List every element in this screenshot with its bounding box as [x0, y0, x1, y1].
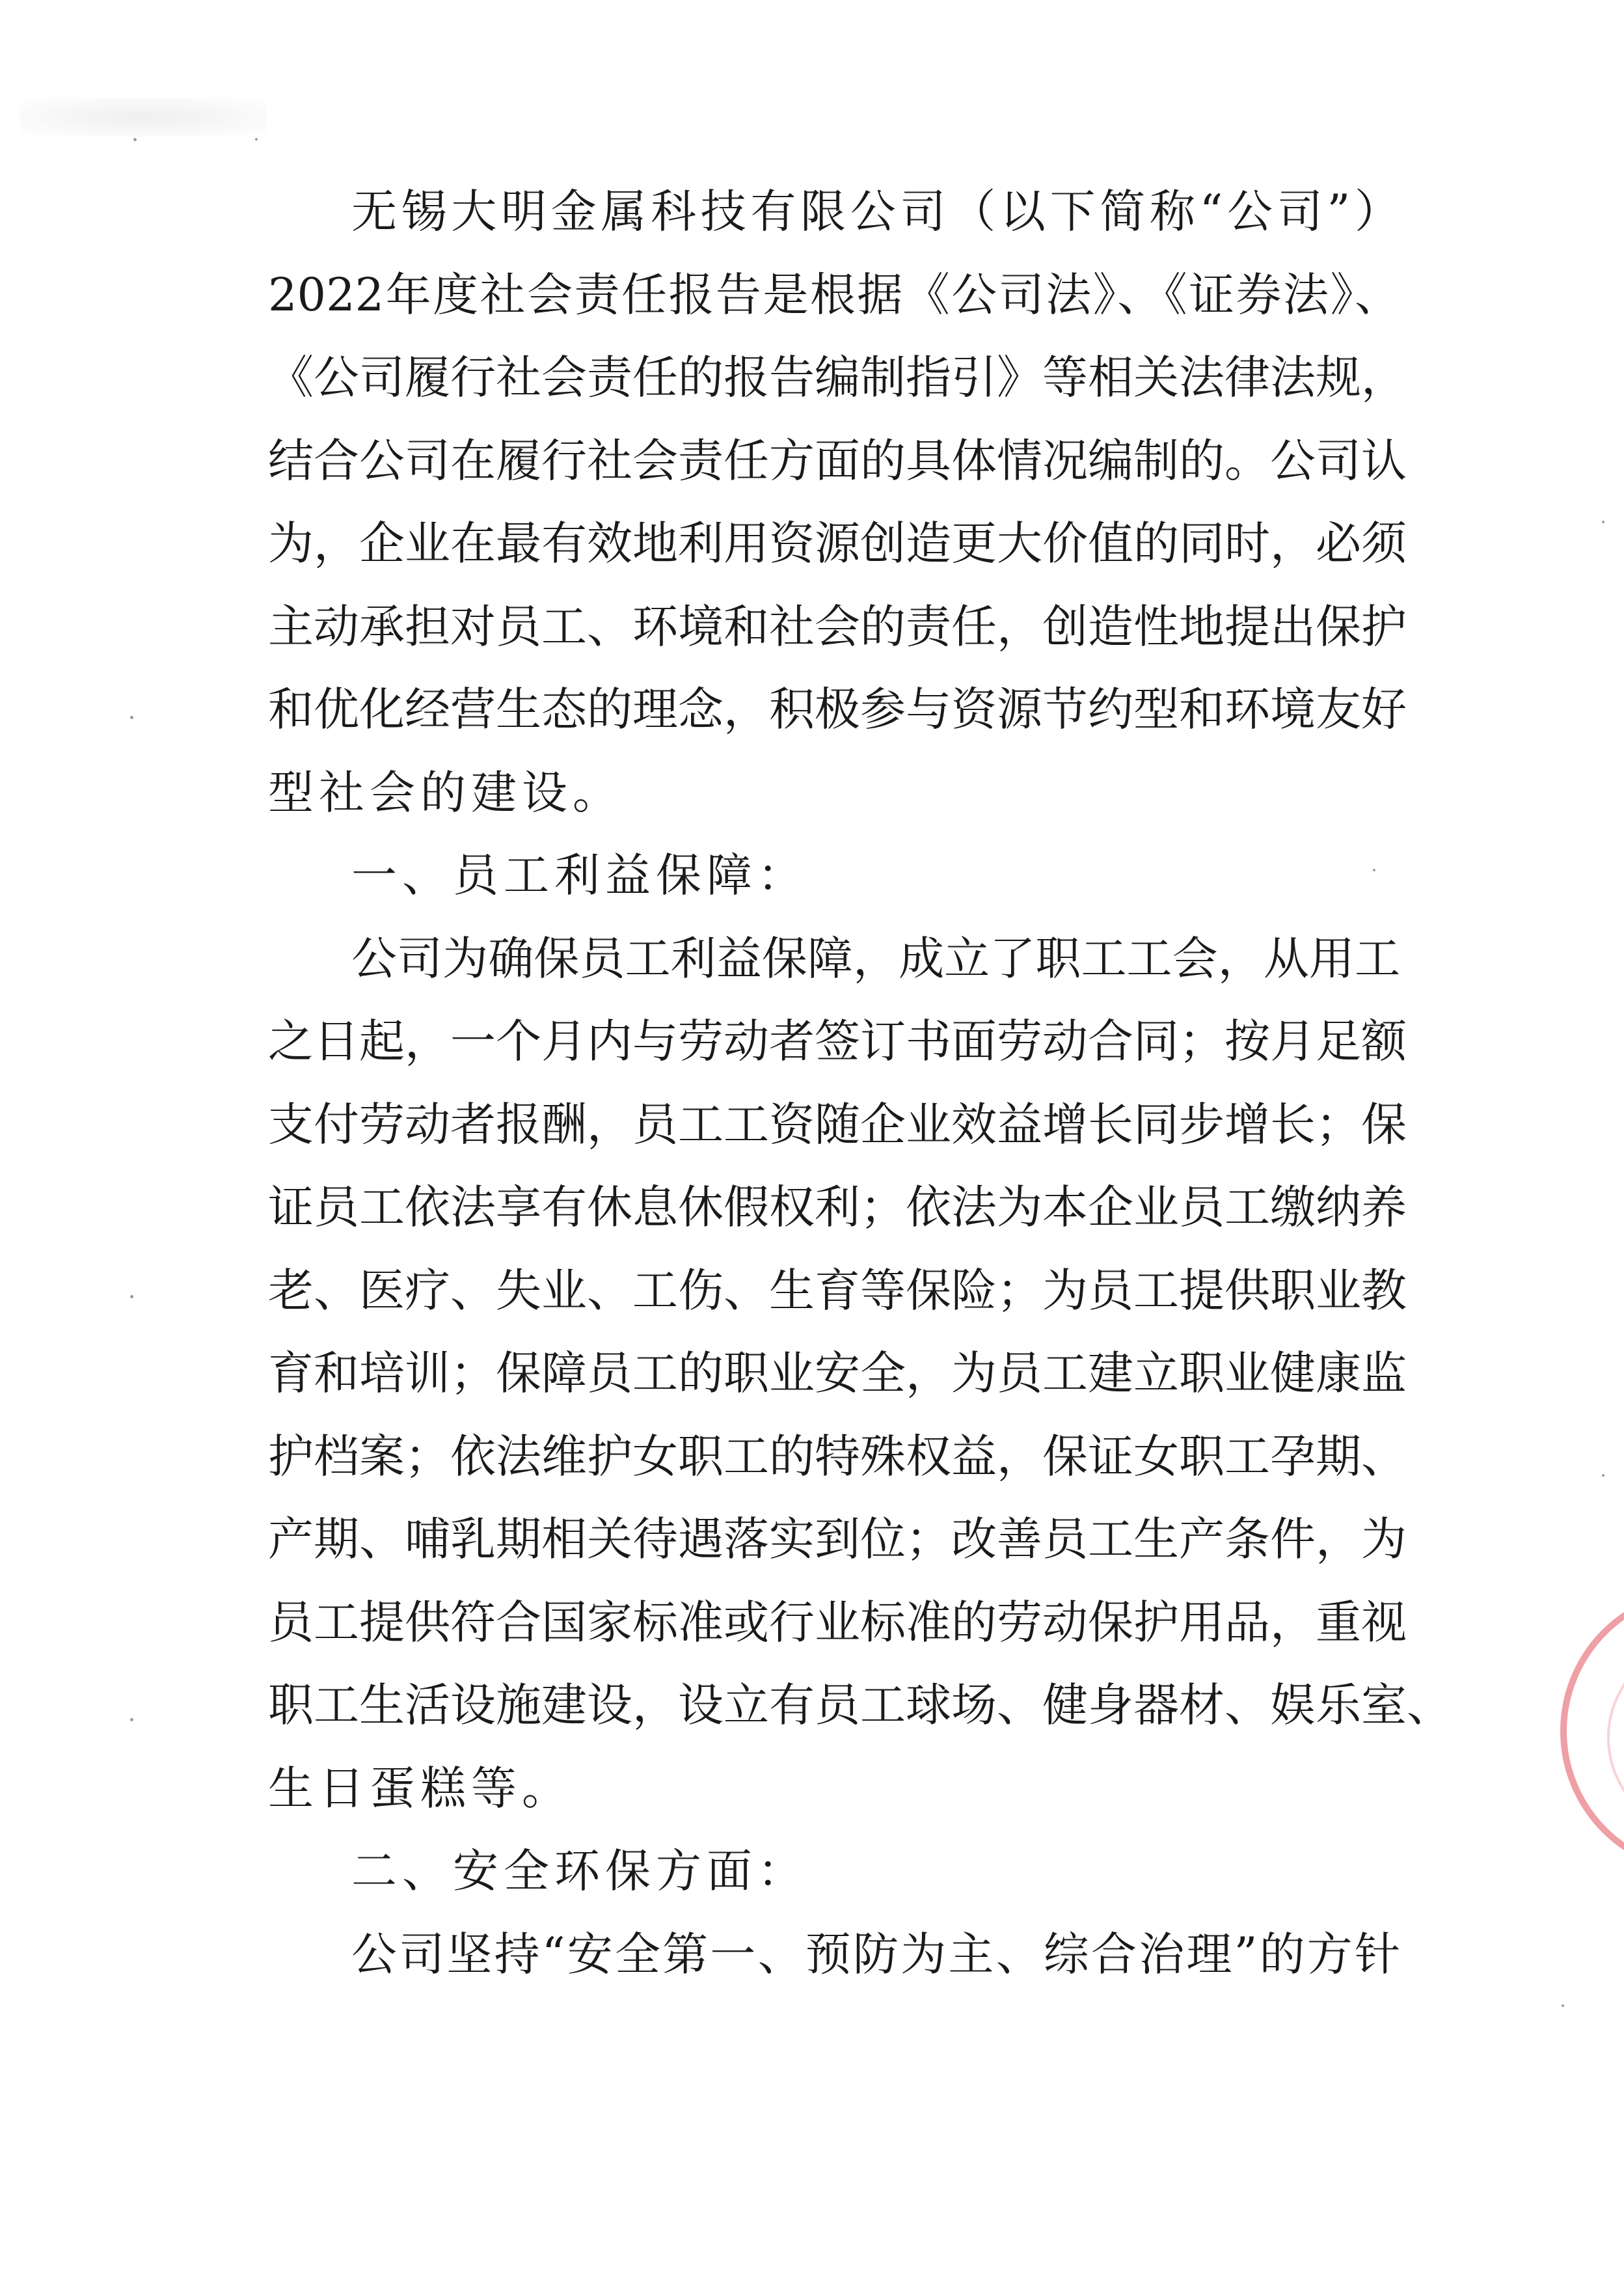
scan-speck — [130, 1718, 133, 1721]
employee-line: 证员工依法享有休息休假权利；依法为本企业员工缴纳养 — [268, 1181, 1407, 1234]
section-heading-employee: 一、员工利益保障： — [351, 849, 808, 902]
employee-line: 公司为确保员工利益保障，成立了职工工会，从用工 — [351, 931, 1400, 985]
scan-speck — [1602, 521, 1604, 523]
employee-line: 育和培训；保障员工的职业安全，为员工建立职业健康监 — [268, 1346, 1407, 1400]
intro-line: 型社会的建设。 — [268, 765, 623, 819]
intro-line: 结合公司在履行社会责任方面的具体情况编制的。公司认 — [268, 433, 1407, 487]
scan-speck — [133, 138, 137, 141]
safety-line: 公司坚持“安全第一、预防为主、综合治理”的方针 — [351, 1927, 1400, 1981]
intro-line: 为，企业在最有效地利用资源创造更大价值的同时，必须 — [268, 517, 1407, 570]
document-body — [268, 171, 1452, 1996]
scan-speck — [1373, 869, 1375, 871]
intro-line: 2022年度社会责任报告是根据《公司法》、《证券法》、 — [268, 267, 1400, 321]
scan-speck — [1562, 2004, 1564, 2007]
employee-line: 职工生活设施建设，设立有员工球场、健身器材、娱乐室、 — [268, 1678, 1452, 1732]
employee-line: 之日起，一个月内与劳动者签订书面劳动合同；按月足额 — [268, 1015, 1407, 1068]
scan-speck — [1602, 1474, 1604, 1477]
scan-speck — [130, 716, 133, 719]
intro-line: 无锡大明金属科技有限公司（以下简称“公司”） — [351, 185, 1400, 238]
intro-line: 《公司履行社会责任的报告编制指引》等相关法律法规， — [268, 351, 1407, 404]
employee-line: 员工提供符合国家标准或行业标准的劳动保护用品，重视 — [268, 1595, 1407, 1649]
employee-line: 支付劳动者报酬，员工工资随企业效益增长同步增长；保 — [268, 1097, 1407, 1151]
section-heading-safety: 二、安全环保方面： — [351, 1844, 808, 1898]
scan-shadow — [20, 98, 267, 137]
scan-speck — [130, 1295, 133, 1298]
employee-line: 老、医疗、失业、工伤、生育等保险；为员工提供职业教 — [268, 1263, 1407, 1317]
scan-speck — [255, 138, 258, 141]
intro-line: 和优化经营生态的理念，积极参与资源节约型和环境友好 — [268, 683, 1407, 736]
employee-line: 产期、哺乳期相关待遇落实到位；改善员工生产条件，为 — [268, 1512, 1407, 1566]
employee-line: 护档案；依法维护女职工的特殊权益，保证女职工孕期、 — [268, 1429, 1407, 1483]
intro-line: 主动承担对员工、环境和社会的责任，创造性地提出保护 — [268, 599, 1407, 653]
employee-line: 生日蛋糕等。 — [268, 1761, 573, 1815]
